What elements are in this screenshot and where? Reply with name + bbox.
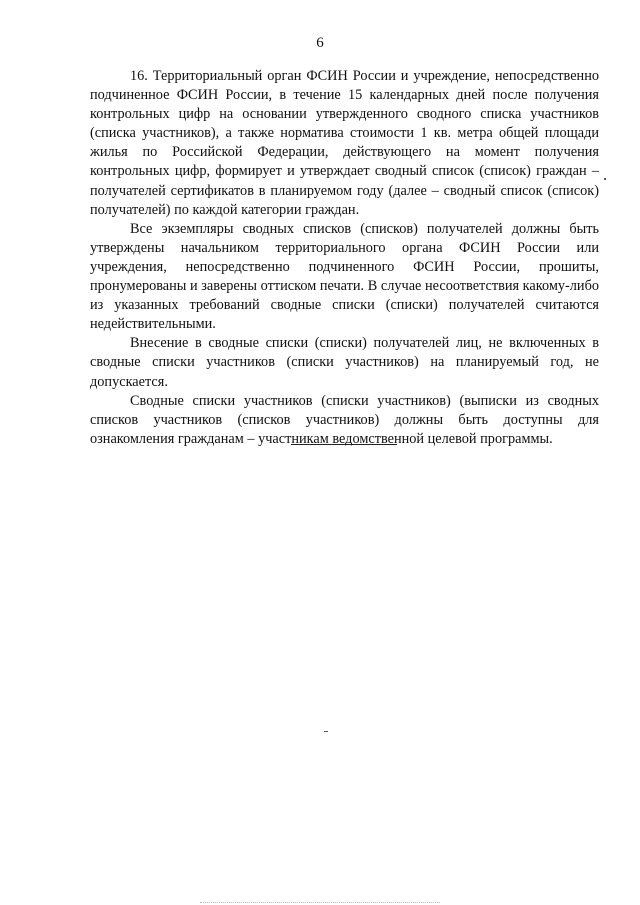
paragraph-16: 16. Территориальный орган ФСИН России и учреждение, непосредственно подчиненное ФСИН России, в течение 15 календарных дней после получения контрольных цифр на основании утвержденного сводного списка участников (списка участников), а также норматива стоимости 1 кв. метра общей площади жилья по Российской Федерации, действующего на момент получения контрольных цифр, формирует и утверждает сводный список (список) граждан – получателей сертификатов в планируемом году (далее – сводный список (список) получателей) по каждой категории граждан. [90,68,599,218]
scan-artifact [604,178,606,180]
page-number: 6 [316,35,324,51]
paragraph-inclusion-restriction: Внесение в сводные списки (списки) получателей лиц, не включенных в сводные списки участников (списки участников) на планируемый год, не допускается. [90,335,599,390]
document-body [90,67,599,449]
end-separator-line [291,444,397,445]
paragraph-availability: Сводные списки участников (списки участников) (выписки из сводных списков участников (списков участников) должны быть доступны для ознакомления гражданам – участникам ведомственной целевой программы. [90,392,599,447]
scan-artifact [324,731,328,732]
scan-bottom-edge [200,902,440,903]
paragraph-copies-approval: Все экземпляры сводных списков (списков) получателей должны быть утверждены начальником территориального органа ФСИН России или учреждения, непосредственно подчиненного ФСИН России, прошиты, пронумерованы и заверены оттиском печати. В случае несоответствия какому-либо из указанных требований сводные списки (списки) получателей считаются недействительными. [90,220,599,333]
